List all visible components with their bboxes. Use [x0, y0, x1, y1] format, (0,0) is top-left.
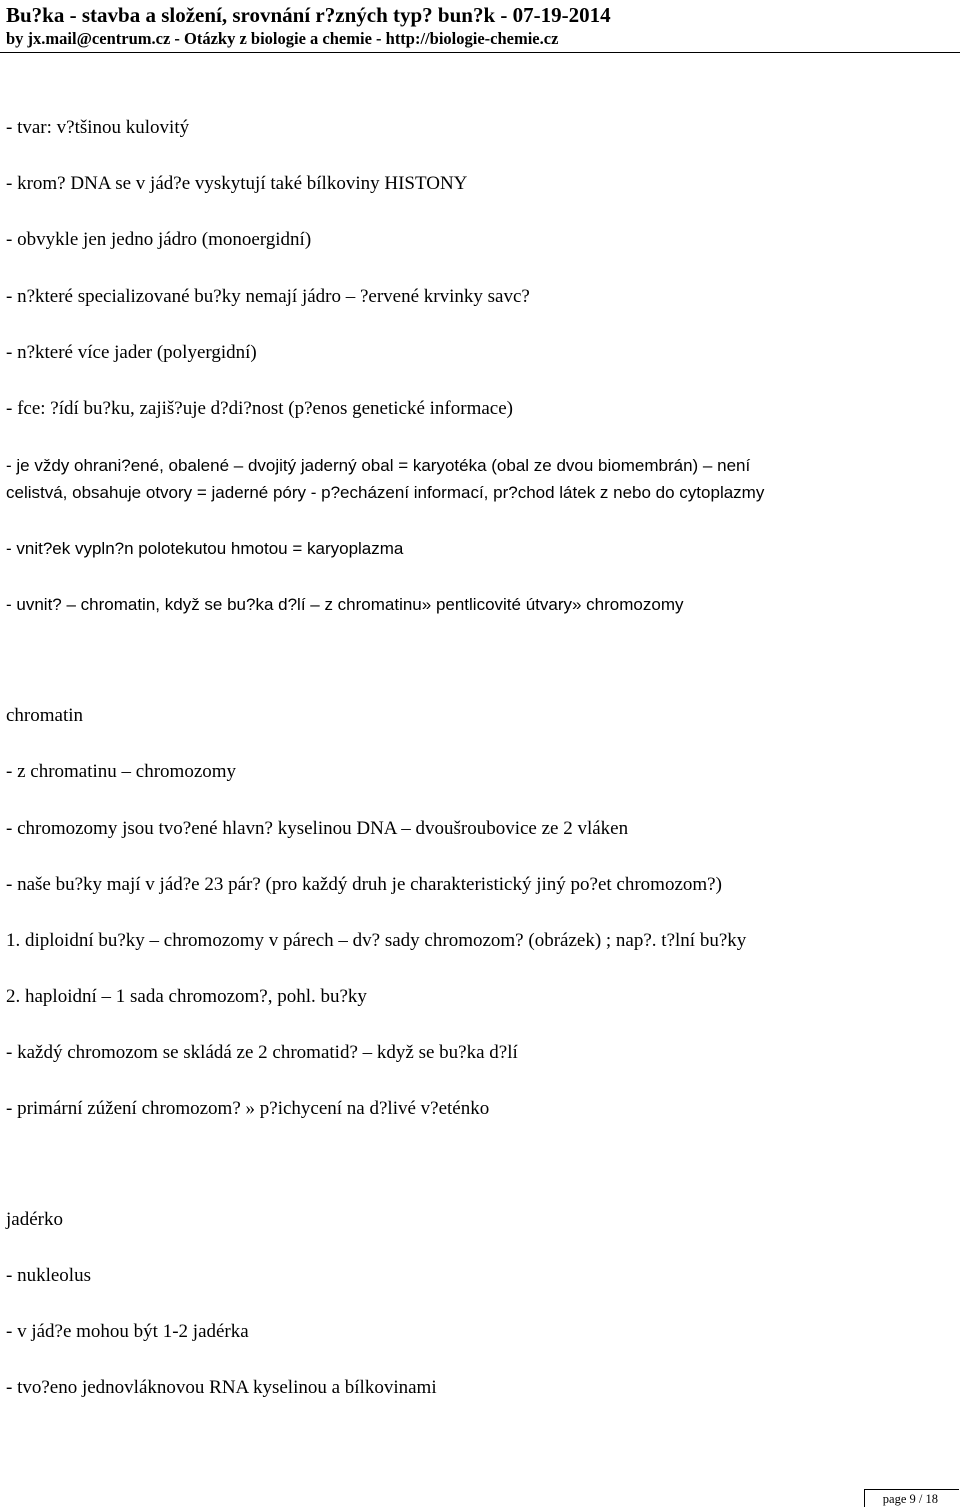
document-title: Bu?ka - stavba a složení, srovnání r?zných typ? bun?k - 07-19-2014	[6, 3, 611, 27]
text-line: - fce: ?ídí bu?ku, zajiš?uje d?di?nost (p?enos genetické informace)	[6, 398, 513, 419]
page-number: page 9 / 18	[882, 1492, 938, 1506]
text-line: - chromozomy jsou tvo?ené hlavn? kyselinou DNA – dvoušroubovice ze 2 vláken	[6, 818, 629, 839]
document-byline: by jx.mail@centrum.cz - Otázky z biologie a chemie - http://biologie-chemie.cz	[6, 29, 559, 48]
text-line: - tvar: v?tšinou kulovitý	[6, 117, 190, 138]
text-line: - obvykle jen jedno jádro (monoergidní)	[6, 229, 312, 250]
text-line: 1. diploidní bu?ky – chromozomy v párech – dv? sady chromozom? (obrázek) ; nap?. t?lní bu?ky	[6, 930, 747, 951]
text-line: celistvá, obsahuje otvory = jaderné póry - p?echázení informací, pr?chod látek z nebo do cytoplazmy	[6, 483, 765, 502]
text-line: - krom? DNA se v jád?e vyskytují také bílkoviny HISTONY	[6, 173, 468, 194]
page-header	[6, 2, 956, 50]
text-line: - nukleolus	[6, 1265, 91, 1286]
section-heading-chromatin: chromatin	[6, 705, 84, 726]
text-line: - naše bu?ky mají v jád?e 23 pár? (pro každý druh je charakteristický jiný po?et chromozom?)	[6, 874, 722, 895]
text-line: - z chromatinu – chromozomy	[6, 761, 237, 782]
header-divider	[0, 52, 960, 53]
text-line: - uvnit? – chromatin, když se bu?ka d?lí – z chromatinu» pentlicovité útvary» chromozomy	[6, 595, 684, 614]
text-line: - tvo?eno jednovláknovou RNA kyselinou a bílkovinami	[6, 1377, 437, 1398]
section-heading-jaderko: jadérko	[6, 1209, 63, 1230]
text-line: - každý chromozom se skládá ze 2 chromatid? – když se bu?ka d?lí	[6, 1042, 518, 1063]
text-line: - v jád?e mohou být 1-2 jadérka	[6, 1321, 249, 1342]
text-line: 2. haploidní – 1 sada chromozom?, pohl. bu?ky	[6, 986, 367, 1007]
text-line: - vnit?ek vypln?n polotekutou hmotou = karyoplazma	[6, 539, 404, 558]
text-line: - primární zúžení chromozom? » p?ichycení na d?livé v?eténko	[6, 1098, 490, 1119]
text-line: - n?které specializované bu?ky nemají jádro – ?ervené krvinky savc?	[6, 286, 530, 307]
text-line: - n?které více jader (polyergidní)	[6, 342, 257, 363]
text-line: - je vždy ohrani?ené, obalené – dvojitý jaderný obal = karyotéka (obal ze dvou biomembrán) – není	[6, 456, 751, 475]
